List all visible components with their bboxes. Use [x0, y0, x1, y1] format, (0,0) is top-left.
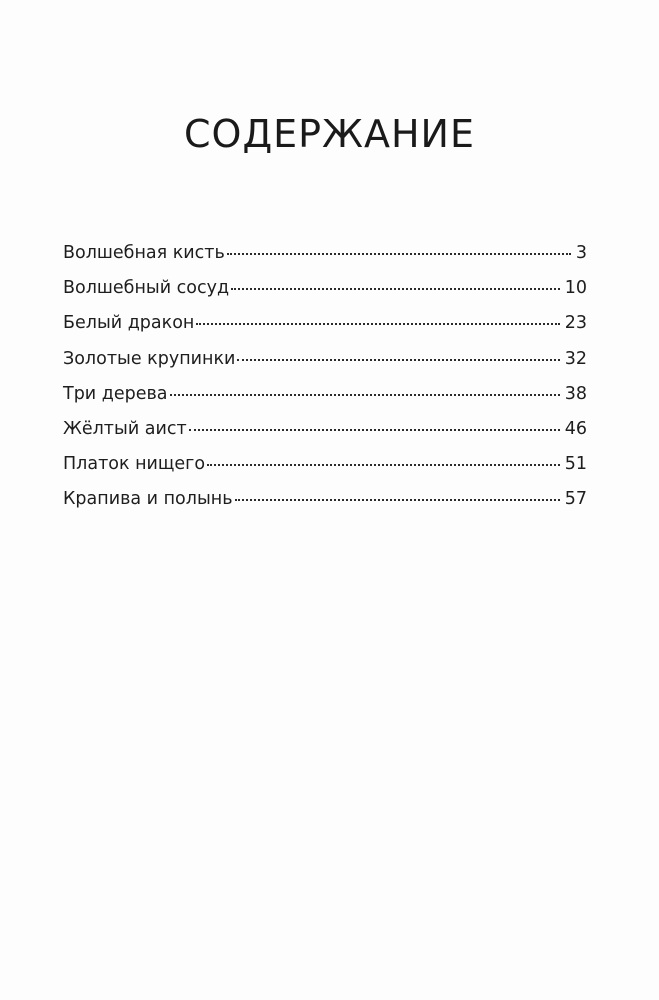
toc-dot-leader [207, 462, 560, 466]
toc-entry-page: 38 [564, 383, 587, 404]
toc-dot-leader [235, 497, 560, 501]
toc-dot-leader [231, 286, 560, 290]
toc-entry-title: Три дерева [63, 383, 168, 404]
toc-dot-leader [237, 357, 559, 361]
toc-entry[interactable] [63, 377, 587, 412]
toc-entry-title: Золотые крупинки [63, 348, 236, 369]
toc-entry-page: 46 [564, 418, 587, 439]
page-title: СОДЕРЖАНИЕ [184, 112, 475, 156]
toc-entry-page: 3 [575, 243, 587, 263]
toc-entry-page: 23 [564, 313, 587, 334]
toc-entry-page: 10 [564, 278, 587, 299]
toc-dot-leader [170, 392, 560, 396]
toc-entry-page: 32 [564, 348, 587, 369]
toc-entry-page: 57 [564, 489, 587, 510]
toc-entry[interactable] [63, 236, 587, 271]
toc-entry-title: Белый дракон [63, 313, 195, 334]
table-of-contents [63, 236, 587, 518]
toc-entry[interactable] [63, 447, 587, 482]
toc-entry[interactable] [63, 271, 587, 306]
toc-entry-title: Волшебный сосуд [63, 278, 230, 299]
toc-entry[interactable] [63, 412, 587, 447]
toc-entry-page: 51 [564, 454, 587, 475]
toc-dot-leader [227, 251, 571, 255]
toc-entry-title: Волшебная кисть [63, 243, 225, 263]
toc-entry-title: Крапива и полынь [63, 489, 233, 510]
toc-entry-title: Жёлтый аист [63, 418, 187, 439]
toc-entry[interactable] [63, 306, 587, 341]
toc-entry[interactable] [63, 342, 587, 377]
toc-dot-leader [196, 321, 559, 325]
toc-dot-leader [189, 427, 560, 431]
toc-entry-title: Платок нищего [63, 454, 206, 475]
toc-entry[interactable] [63, 482, 587, 517]
